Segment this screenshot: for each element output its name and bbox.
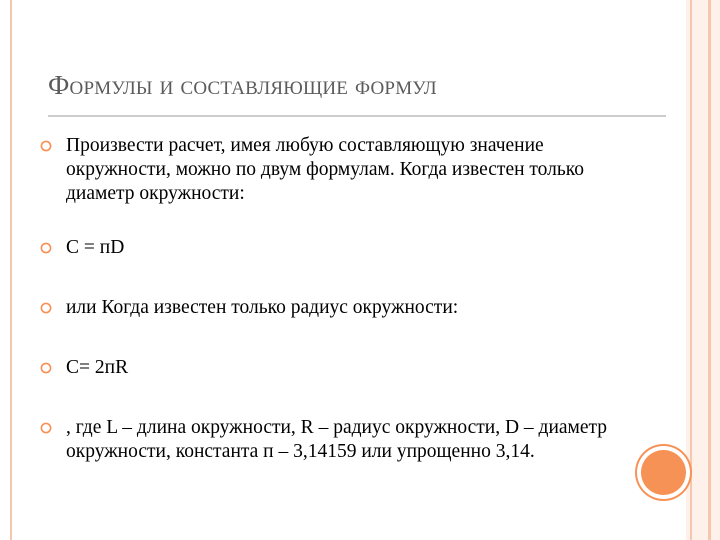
bullet-icon (40, 422, 52, 434)
slide-frame-left-line (10, 0, 12, 540)
bullet-text: Произвести расчет, имея любую составляющую значение окружности, можно по двум формулам. Когда известен только диаметр окружности: (66, 135, 585, 204)
slide-frame-right-line (690, 0, 692, 540)
slide-frame-right-line-outer (708, 0, 711, 540)
bullet-icon (40, 242, 52, 254)
bullet-item (40, 296, 615, 320)
bullet-text: , где L – длина окружности, R – радиус окружности, D – диаметр окружности, константа п – 3,14159 или упрощенно 3,14. (66, 417, 608, 462)
bullet-item (40, 416, 615, 488)
bullet-icon (40, 140, 52, 152)
decorative-orange-circle (641, 450, 686, 495)
bullet-item (40, 356, 615, 380)
bullet-text: или Когда известен только радиус окружности: (66, 297, 459, 318)
bullet-item (40, 236, 615, 260)
title-divider (48, 115, 666, 117)
bullet-icon (40, 302, 52, 314)
bullet-list (40, 130, 615, 488)
bullet-item (40, 134, 615, 206)
bullet-text: C = пD (66, 237, 125, 258)
bullet-text: C= 2пR (66, 357, 129, 378)
bullet-icon (40, 362, 52, 374)
slide-title: Формулы и составляющие формул (48, 70, 437, 100)
